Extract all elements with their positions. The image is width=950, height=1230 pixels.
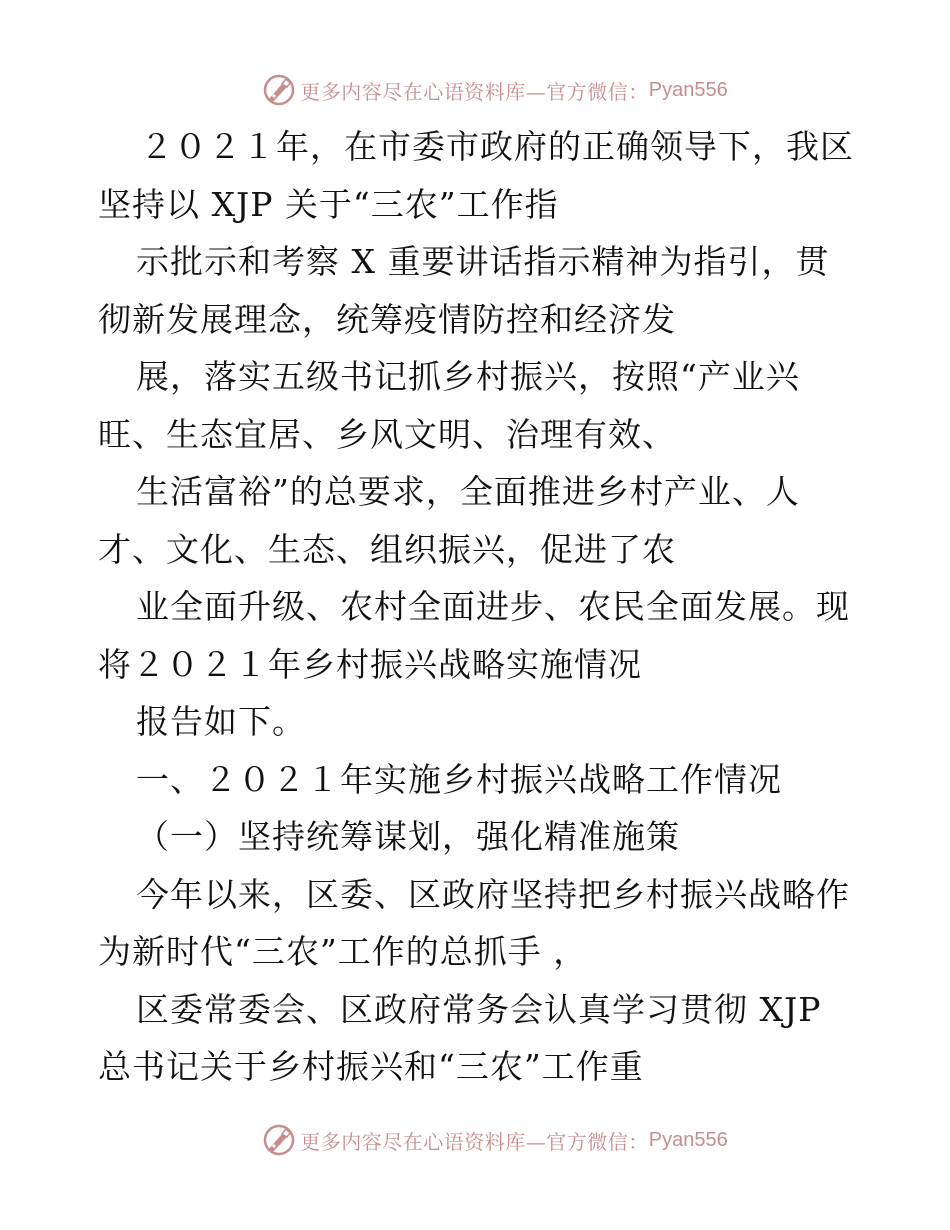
paragraph-line: 彻新发展理念，统筹疫情防控和经济发: [98, 299, 676, 339]
paragraph-line: 总书记关于乡村振兴和“三农”工作重: [98, 1047, 644, 1086]
paragraph-line: 将２０２１年乡村振兴战略实施情况: [98, 644, 642, 684]
paragraph-line: ２０２１年，在市委市政府的正确领导下，我区: [140, 127, 854, 166]
document-body: [98, 118, 888, 1096]
paragraph-line: 坚持以 XJP 关于“三农”工作指: [98, 184, 559, 224]
section-heading: 一、２０２１年实施乡村振兴战略工作情况: [136, 759, 782, 799]
paragraph-line: 示批示和考察 X 重要讲话指示精神为指引，贯: [136, 242, 830, 281]
pen-logo-icon: [262, 1123, 296, 1157]
watermark-banner-top: [0, 70, 950, 110]
paragraph-line: 为新时代“三农”工作的总抓手 ，: [98, 932, 588, 971]
paragraph-line: 旺、生态宜居、乡风文明、治理有效、: [98, 414, 676, 454]
paragraph-line: 今年以来，区委、区政府坚持把乡村振兴战略作: [136, 874, 850, 914]
paragraph-line: 才、文化、生态、组织振兴，促进了农: [98, 529, 676, 569]
pen-logo-icon: [262, 73, 296, 107]
paragraph-line: 展，落实五级书记抓乡村振兴，按照“产业兴: [136, 357, 800, 396]
paragraph-line: 生活富裕”的总要求，全面推进乡村产业、人: [136, 472, 800, 511]
watermark-text: 更多内容尽在心语资料库—官方微信：: [300, 79, 649, 104]
paragraph-line: 区委常委会、区政府常务会认真学习贯彻 XJP: [136, 989, 822, 1029]
watermark-account: Pyan556: [648, 78, 728, 101]
watermark-account: Pyan556: [648, 1128, 728, 1151]
watermark-banner-bottom: [0, 1120, 950, 1160]
watermark-content: [262, 73, 727, 107]
watermark-text: 更多内容尽在心语资料库—官方微信：: [300, 1129, 649, 1154]
watermark-content: [262, 1123, 727, 1157]
subsection-heading: （一）坚持统筹谋划，强化精准施策: [136, 817, 680, 856]
paragraph-line: 业全面升级、农村全面进步、农民全面发展。现: [136, 587, 850, 626]
paragraph-line: 报告如下。: [136, 702, 306, 741]
